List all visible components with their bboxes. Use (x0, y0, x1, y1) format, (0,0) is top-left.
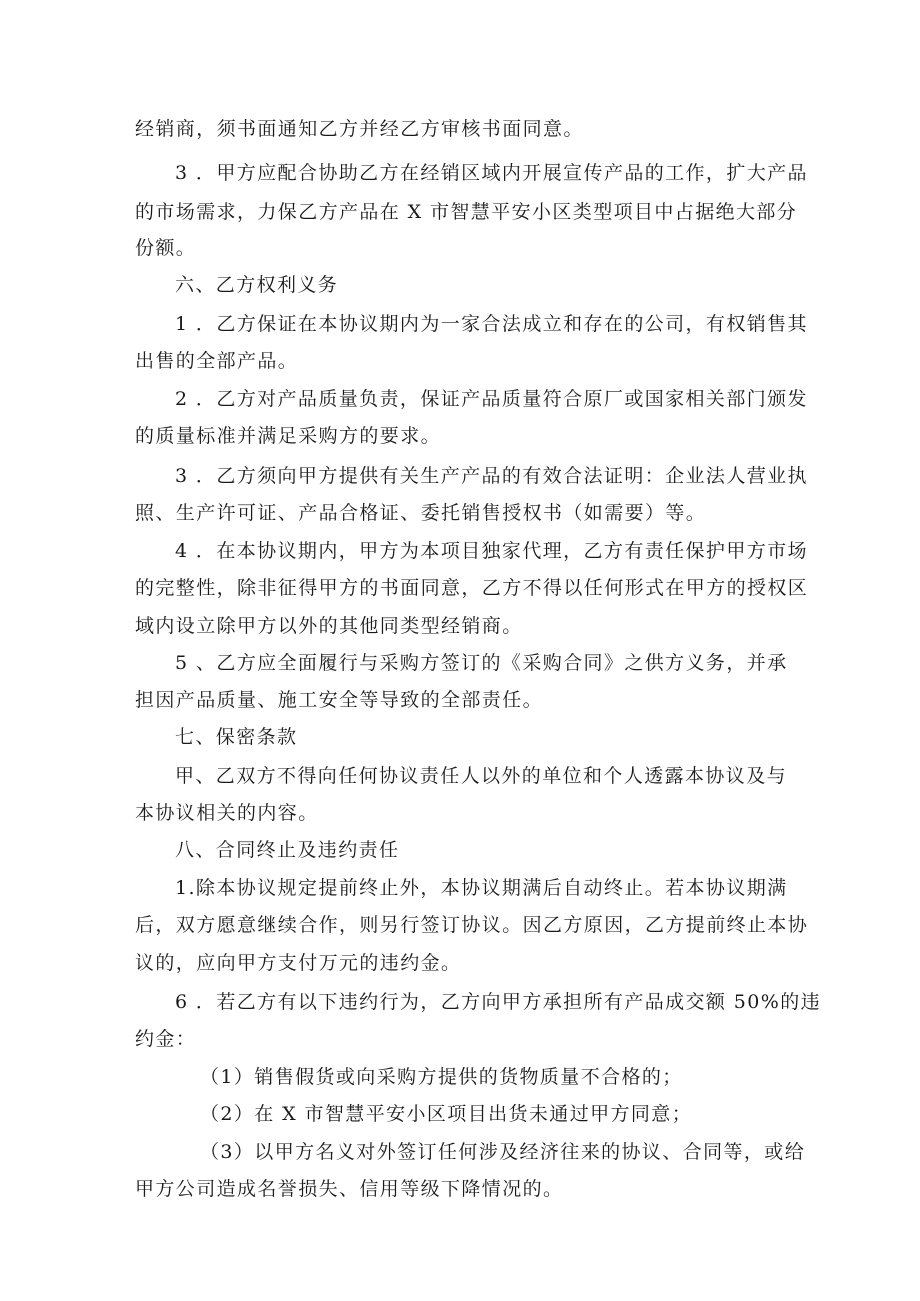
text-line: 3 ．甲方应配合协助乙方在经销区域内开展宣传产品的工作，扩大产品 (175, 162, 808, 184)
text-line: 出售的全部产品。 (135, 350, 299, 372)
text-line: 约金： (135, 1028, 197, 1050)
text-line: 本协议相关的内容。 (135, 802, 319, 824)
text-line: 5 、乙方应全面履行与采购方签订的《采购合同》之供方义务，并承 (175, 652, 788, 674)
text-line: 甲、乙双方不得向任何协议责任人以外的单位和个人透露本协议及与 (175, 765, 788, 787)
text-line: 6 ．若乙方有以下违约行为，乙方向甲方承担所有产品成交额 50%的违 (175, 991, 821, 1013)
text-line: 的市场需求，力保乙方产品在 X 市智慧平安小区类型项目中占据绝大部分 (135, 201, 798, 223)
text-line: 照、生产许可证、产品合格证、委托销售授权书（如需要）等。 (135, 502, 707, 524)
list-item: （1）销售假货或向采购方提供的货物质量不合格的； (200, 1066, 683, 1088)
text-line: 议的，应向甲方支付万元的违约金。 (135, 952, 462, 974)
text-line: 的完整性，除非征得甲方的书面同意，乙方不得以任何形式在甲方的授权区 (135, 577, 809, 599)
text-line: 2 ．乙方对产品质量负责，保证产品质量符合原厂或国家相关部门颁发 (175, 388, 808, 410)
list-item: （3）以甲方名义对外签订任何涉及经济往来的协议、合同等，或给 (200, 1141, 806, 1163)
list-item: （2）在 X 市智慧平安小区项目出货未通过甲方同意； (200, 1103, 693, 1125)
text-line: 后，双方愿意继续合作，则另行签订协议。因乙方原因，乙方提前终止本协 (135, 914, 809, 936)
text-line: 1 ．乙方保证在本协议期内为一家合法成立和存在的公司，有权销售其 (175, 313, 808, 335)
section-heading: 八、合同终止及违约责任 (175, 839, 400, 861)
text-line: 1.除本协议规定提前终止外，本协议期满后自动终止。若本协议期满 (175, 877, 788, 899)
text-line: 担因产品质量、施工安全等导致的全部责任。 (135, 689, 544, 711)
text-line: 份额。 (135, 237, 197, 259)
section-heading: 七、保密条款 (175, 726, 298, 748)
section-heading: 六、乙方权利义务 (175, 274, 339, 296)
text-line: 4 ．在本协议期内，甲方为本项目独家代理，乙方有责任保护甲方市场 (175, 540, 808, 562)
text-line: 域内设立除甲方以外的其他同类型经销商。 (135, 615, 523, 637)
text-line: 甲方公司造成名誉损失、信用等级下降情况的。 (135, 1178, 564, 1200)
text-line: 的质量标准并满足采购方的要求。 (135, 425, 442, 447)
text-line: 3 ．乙方须向甲方提供有关生产产品的有效合法证明：企业法人营业执 (175, 465, 808, 487)
text-line: 经销商，须书面通知乙方并经乙方审核书面同意。 (135, 118, 584, 140)
